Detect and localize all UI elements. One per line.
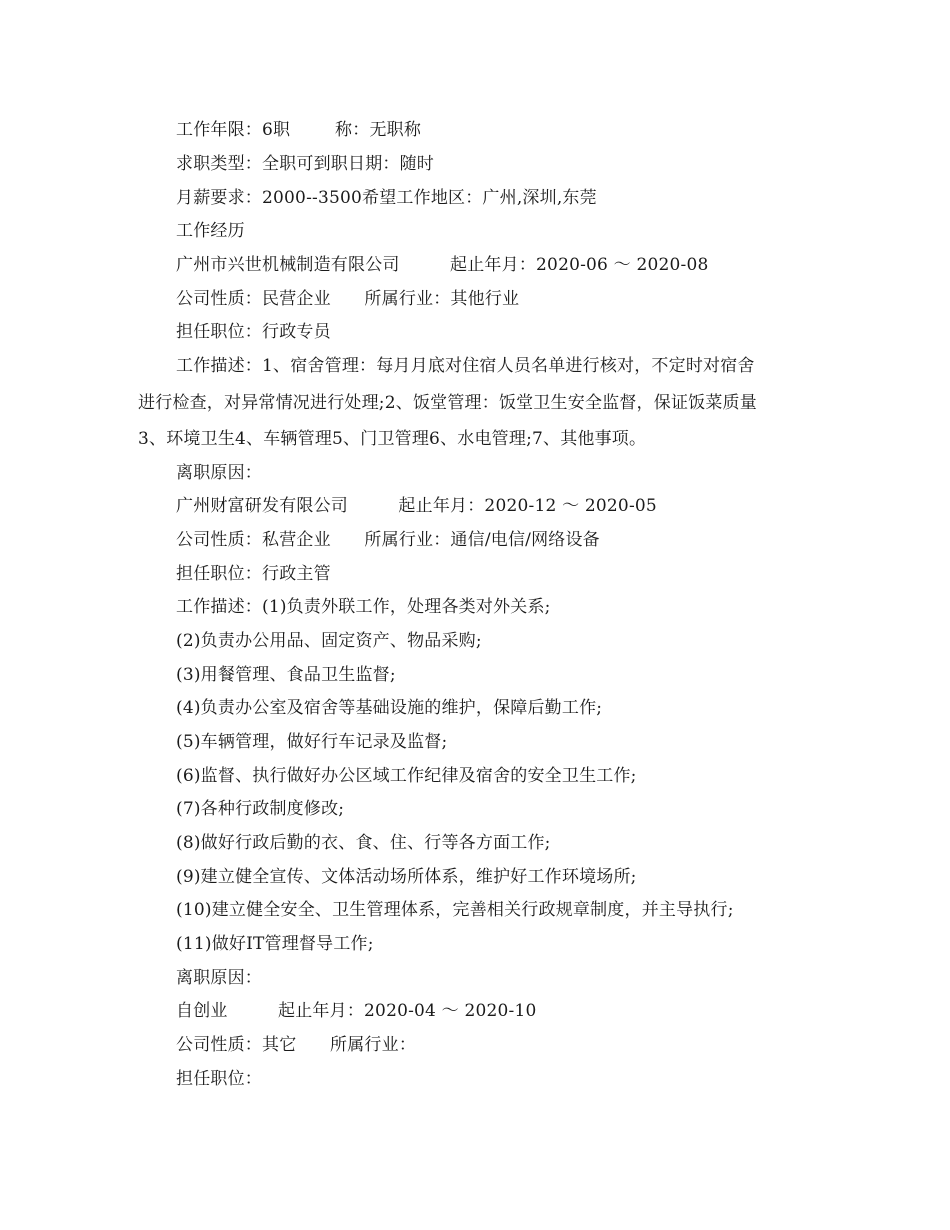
job2-duty-5: (5)车辆管理，做好行车记录及监督; [176, 732, 448, 752]
job1-description-line: 工作描述：1、宿舍管理：每月月底对住宿人员名单进行核对，不定时对宿舍 [176, 356, 755, 376]
job3-position-line: 担任职位： [176, 1069, 262, 1089]
job1-company-line: 广州市兴世机械制造有限公司 起止年月：2020-06 ～ 2020-08 [176, 255, 709, 275]
job2-duty-8: (8)做好行政后勤的衣、食、住、行等各方面工作; [176, 833, 551, 853]
job1-nature-line: 公司性质：民营企业 所属行业：其他行业 [176, 289, 520, 309]
job2-duty-2: (2)负责办公用品、固定资产、物品采购; [176, 631, 482, 651]
job1-leave-reason-line: 离职原因： [176, 463, 262, 483]
job3-nature-line: 公司性质：其它 所属行业： [176, 1035, 417, 1055]
job2-leave-reason-line: 离职原因： [176, 968, 262, 988]
job2-duty-3: (3)用餐管理、食品卫生监督; [176, 665, 396, 685]
salary-line: 月薪要求：2000--3500希望工作地区：广州,深圳,东莞 [176, 188, 597, 208]
job3-company-line: 自创业 起止年月：2020-04 ～ 2020-10 [176, 1001, 537, 1021]
job2-duty-7: (7)各种行政制度修改; [176, 799, 345, 819]
job2-description-line: 工作描述：(1)负责外联工作，处理各类对外关系; [176, 597, 551, 617]
job2-duty-9: (9)建立健全宣传、文体活动场所体系，维护好工作环境场所; [176, 867, 637, 887]
job2-position-line: 担任职位：行政主管 [176, 564, 331, 584]
work-experience-heading: 工作经历 [176, 221, 245, 241]
job2-company-line: 广州财富研发有限公司 起止年月：2020-12 ～ 2020-05 [176, 496, 657, 516]
job2-duty-11: (11)做好IT管理督导工作; [176, 934, 374, 954]
work-years-line: 工作年限：6职 称：无职称 [176, 120, 422, 140]
job1-description-cont-2: 3、环境卫生4、车辆管理5、门卫管理6、水电管理;7、其他事项。 [138, 429, 647, 449]
job1-position-line: 担任职位：行政专员 [176, 322, 331, 342]
job2-duty-10: (10)建立健全安全、卫生管理体系，完善相关行政规章制度，并主导执行; [176, 900, 734, 920]
job1-description-cont-1: 进行检查，对异常情况进行处理;2、饭堂管理：饭堂卫生安全监督，保证饭菜质量 [138, 393, 757, 413]
job2-duty-4: (4)负责办公室及宿舍等基础设施的维护，保障后勤工作; [176, 698, 603, 718]
job-type-line: 求职类型：全职可到职日期：随时 [176, 154, 434, 174]
job2-nature-line: 公司性质：私营企业 所属行业：通信/电信/网络设备 [176, 530, 600, 550]
job2-duty-6: (6)监督、执行做好办公区域工作纪律及宿舍的安全卫生工作; [176, 766, 637, 786]
